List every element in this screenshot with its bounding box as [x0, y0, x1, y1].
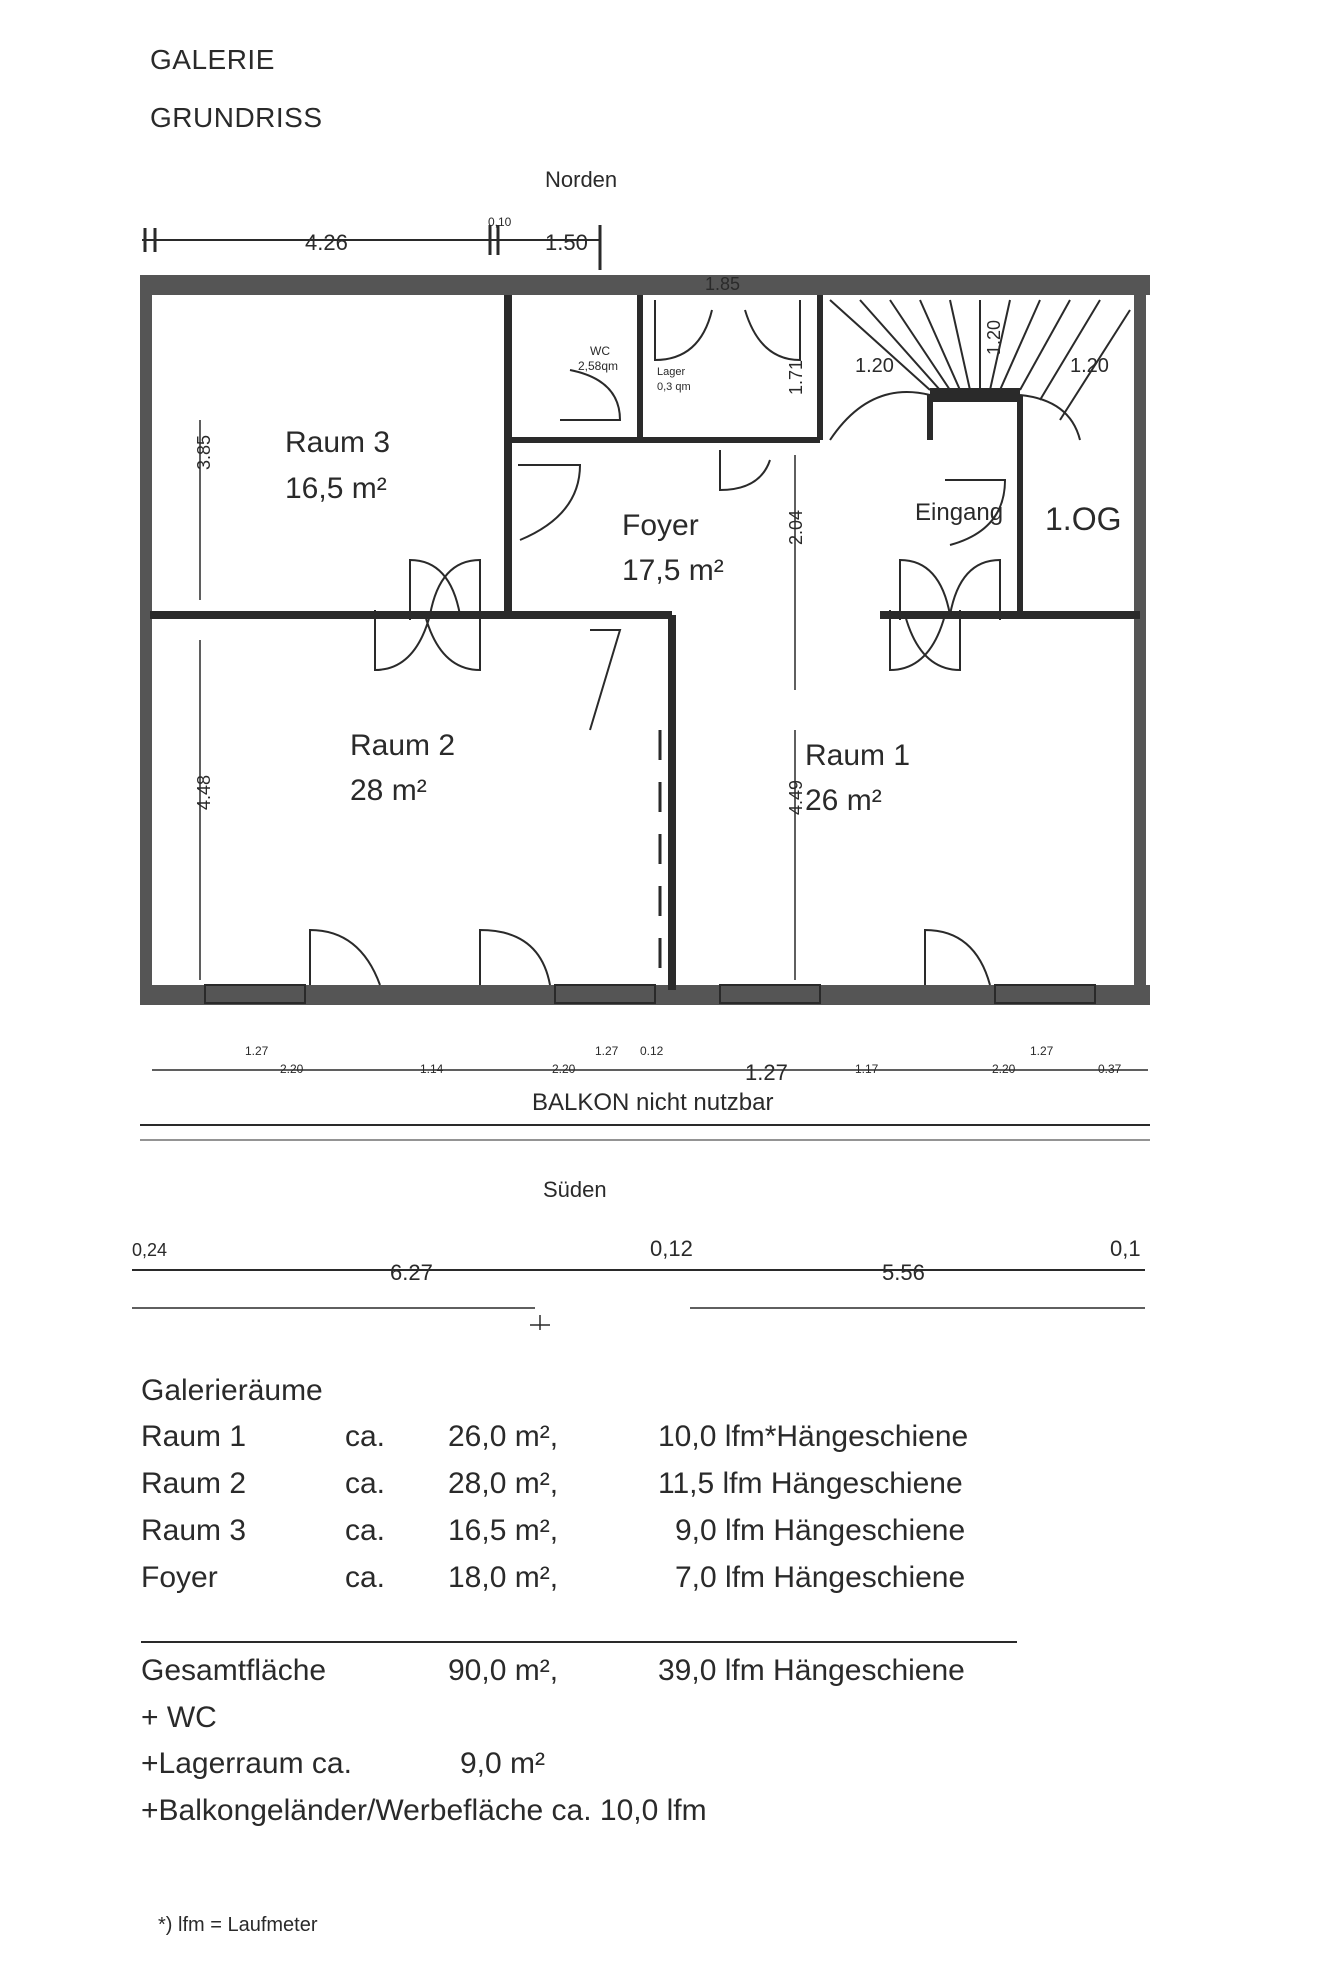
raum3-area: 16,5 m² — [285, 472, 387, 505]
lager-width: 1.85 — [705, 274, 741, 294]
north-label: Norden — [545, 167, 618, 192]
table-row-name: Raum 2 — [141, 1467, 247, 1500]
table-row-area: 26,0 m², — [448, 1420, 559, 1453]
total-divider — [141, 1641, 1017, 1643]
balkon-dim-e: 1.27 — [595, 1044, 619, 1058]
bottom-dim-1: 0,24 — [132, 1240, 168, 1260]
floor-label: 1.OG — [1045, 501, 1122, 537]
table-row-rail: 9,0 lfm Hängeschiene — [675, 1514, 966, 1547]
bottom-dim-5: 0,1 — [1110, 1236, 1141, 1261]
balkon-dim-h: 1.17 — [855, 1062, 879, 1076]
raum2-height-dim: 4.48 — [194, 774, 214, 810]
wc-area: 2,58qm — [578, 359, 619, 373]
table-row-rail: 7,0 lfm Hängeschiene — [675, 1561, 966, 1594]
balkon-dim-j: 2.20 — [992, 1062, 1016, 1076]
total-label: Gesamtfläche — [141, 1654, 327, 1687]
extra-lager: +Lagerraum ca. — [141, 1747, 352, 1780]
south-label: Süden — [543, 1177, 607, 1202]
north-wall — [140, 275, 1150, 295]
east-wall — [1134, 275, 1146, 995]
balkon-dim-f: 0.12 — [640, 1044, 664, 1058]
table-row-name: Raum 1 — [141, 1420, 247, 1453]
raum2-name: Raum 2 — [350, 729, 456, 762]
table-row-rail: 11,5 lfm Hängeschiene — [658, 1467, 963, 1500]
total-rail: 39,0 lfm Hängeschiene — [658, 1654, 965, 1687]
table-row-area: 28,0 m², — [448, 1467, 559, 1500]
table-row-area: 18,0 m², — [448, 1561, 559, 1594]
eingang-label: Eingang — [915, 499, 1004, 526]
raum2-area: 28 m² — [350, 774, 427, 807]
foyer-area: 17,5 m² — [622, 554, 724, 587]
foyer-height-dim: 2.04 — [786, 509, 806, 545]
table-row-rail: 10,0 lfm*Hängeschiene — [658, 1420, 969, 1453]
top-dim-1: 4.26 — [305, 230, 348, 255]
balkon-dim-b: 2.20 — [280, 1062, 304, 1076]
balkon-label: BALKON nicht nutzbar — [532, 1089, 774, 1116]
table-row-ca: ca. — [345, 1514, 386, 1547]
table-row-name: Foyer — [141, 1561, 218, 1594]
extra-balkon: +Balkongeländer/Werbefläche ca. 10,0 lfm — [141, 1794, 707, 1827]
stair-width-1: 1.20 — [855, 355, 894, 377]
wc-name: WC — [590, 344, 610, 358]
total-area: 90,0 m², — [448, 1654, 559, 1687]
table-row-name: Raum 3 — [141, 1514, 247, 1547]
bottom-dim-3: 0,12 — [650, 1236, 693, 1261]
lager-name: Lager — [657, 366, 686, 378]
balkon-dim-c: 1.14 — [420, 1062, 444, 1076]
doors — [310, 300, 1005, 985]
table-row-ca: ca. — [345, 1420, 386, 1453]
bottom-dim-2: 6.27 — [390, 1260, 433, 1285]
top-dim-2: 0,10 — [488, 215, 512, 229]
footnote: *) lfm = Laufmeter — [158, 1914, 318, 1936]
raum1-height-dim: 4.49 — [786, 779, 806, 815]
table-row-ca: ca. — [345, 1561, 386, 1594]
balkon-dim-d: 2.20 — [552, 1062, 576, 1076]
table-row-area: 16,5 m², — [448, 1514, 559, 1547]
raum3-height-dim: 3.85 — [194, 434, 214, 470]
doc-title: GALERIE — [150, 44, 275, 75]
raum1-name: Raum 1 — [805, 739, 911, 772]
extra-lager-area: 9,0 m² — [460, 1747, 546, 1780]
doc-subtitle: GRUNDRISS — [150, 102, 323, 133]
foyer-name: Foyer — [622, 509, 699, 542]
west-wall — [140, 275, 152, 995]
balkon-dim-g: 1.27 — [745, 1060, 788, 1085]
table-title: Galerieräume — [141, 1374, 323, 1407]
raum1-area: 26 m² — [805, 784, 882, 817]
top-dim-3: 1.50 — [545, 230, 588, 255]
balkon-dim-k: 0.37 — [1098, 1062, 1122, 1076]
wc-height-dim: 1.71 — [786, 359, 806, 395]
lager-area: 0,3 qm — [657, 381, 691, 393]
balkon-dim-i: 1.27 — [1030, 1044, 1054, 1058]
extra-wc: + WC — [141, 1701, 217, 1734]
bottom-dim-4: 5.56 — [882, 1260, 925, 1285]
stair-width-3: 1.20 — [1070, 355, 1109, 377]
table-row-ca: ca. — [345, 1467, 386, 1500]
raum3-name: Raum 3 — [285, 426, 391, 459]
balkon-dim-a: 1.27 — [245, 1044, 269, 1058]
stair-width-2: 1.20 — [984, 319, 1004, 355]
